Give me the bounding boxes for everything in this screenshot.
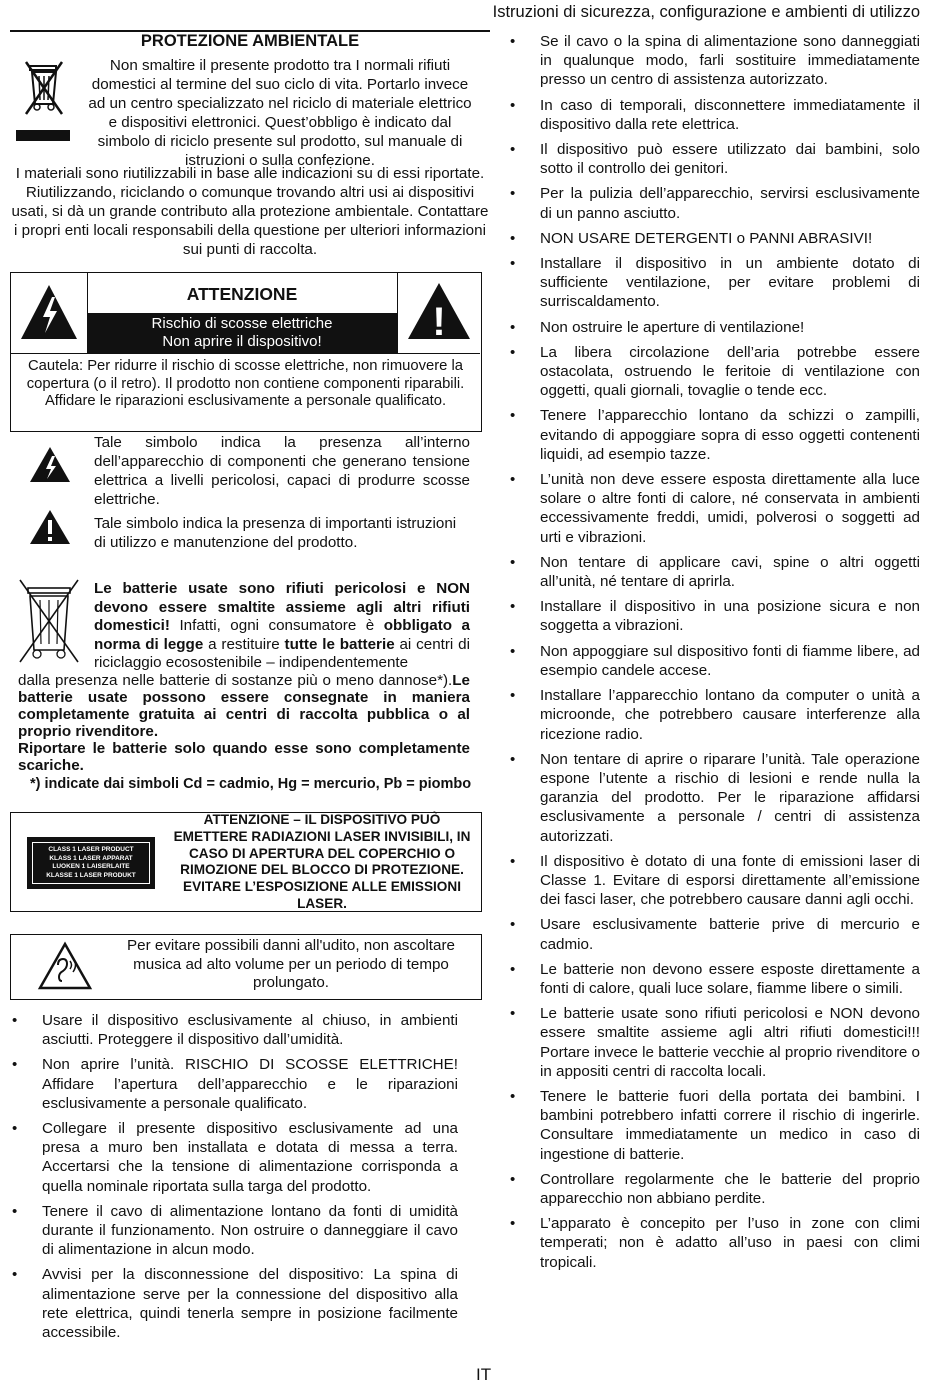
exclamation-symbol-text: Tale simbolo indica la presenza di importanti istruzioni di utilizzo e manutenzione del prodotto. [94,515,457,551]
list-item: • Usare il dispositivo esclusivamente al chiuso, in ambienti asciutti. Proteggere il dispositivo dall’umidità. [10,1011,458,1049]
laser-box [10,812,482,912]
environment-paragraph: I materiali sono riutilizzabili in base alle indicazioni su di essi riportate. Riutilizzando, riciclando o comunque trovando altri usi ai dispositivi usati, si dà un grande contributo alla protezione ambientale. Contattare i propri enti locali responsabili della questione per ulteriori informazioni sui punti di raccolta. [11,165,489,258]
battery-bin-icon [14,576,84,666]
list-item: • Installare il dispositivo in un ambiente dotato di sufficiente ventilazione, per evitare problemi di surriscaldamento. [508,254,920,312]
environment-text: Non smaltire il presente prodotto tra I normali rifiuti domestici al termine del suo ciclo di vita. Portarlo invece ad un centro specializzato nel riciclo di materiale elettrico e dispositivi elettronici. Quest’obbligo è indicato dal simbolo di riciclo presente sul prodotto, sul manuale di istruzioni o sulla confezione. [88,57,472,169]
list-item: • La libera circolazione dell’aria potrebbe essere ostacolata, ostruendo le feritoie di ventilazione con oggetti, quali giornali, tovaglie o tende ecc. [508,343,920,401]
list-item: • Le batterie non devono essere esposte direttamente a fonti di calore, quali luce solare, fiamme libere o simili. [508,960,920,998]
caution-text: Cautela: Per ridurre il rischio di scosse elettriche, non rimuovere la copertura (o il retro). Il prodotto non contiene componenti riparabili. Affidare le riparazioni esclusivamente a personale qualificato. [26,358,465,409]
list-item: • Non aprire l’unità. RISCHIO DI SCOSSE ELETTRICHE! Affidare l’apertura dell’apparecchio e le riparazioni esclusivamente a personale qualificato. [10,1055,458,1113]
right-bullet-list [508,32,920,1278]
caution-center [87,273,397,353]
caution-divider [11,353,480,354]
list-item: • In caso di temporali, disconnettere immediatamente il dispositivo dalla rete elettrica. [508,96,920,134]
caution-lightning-cell [11,273,88,353]
list-item: • L’unità non deve essere esposta direttamente alla luce solare o altre fonti di calore, né conservata in ambienti eccessivamente freddi, umidi, polverosi o soggetti ad urti e vibrazioni. [508,470,920,547]
left-bullet-list [10,1011,458,1348]
list-item: • Per la pulizia dell’apparecchio, servirsi esclusivamente di un panno asciutto. [508,184,920,222]
list-item: • Non ostruire le aperture di ventilazione! [508,318,920,337]
list-item: • Le batterie usate sono rifiuti pericolosi e NON devono essere smaltite assieme agli altri rifiuti domestici!!! Portare invece le batterie vecchie al proprio rivenditore o in appositi centri di raccolta locali. [508,1004,920,1081]
exclamation-triangle-icon [398,273,481,353]
caution-title: ATTENZIONE [186,284,298,304]
list-item: • Tenere il cavo di alimentazione lontano da fonti di umidità durante il funzionamento. Non ostruire o danneggiare il cavo di alimentazione in alcun modo. [10,1202,458,1260]
laser-label: CLASS 1 LASER PRODUCT KLASS 1 LASER APPARAT LUOKEN 1 LAISERLAITE KLASSE 1 LASER PRODUKT [27,837,155,889]
battery-warning-text: Le batterie usate sono rifiuti pericolosi e NON devono essere smaltite assieme agli altri rifiuti domestici! Infatti, ogni consumatore è obbligato a norma di legge a restituire tutte le batterie ai centri di riciclaggio ecosostenibile – indipendentemente [94,580,471,671]
caution-banner: Rischio di scosse elettriche Non aprire il dispositivo! [87,313,397,353]
list-item: • Installare il dispositivo in una posizione sicura e non soggetta a vibrazioni. [508,597,920,635]
environment-title: PROTEZIONE AMBIENTALE [140,32,360,50]
list-item: • Se il cavo o la spina di alimentazione sono danneggiati in qualunque modo, farli sostituire immediatamente presso un centro di assistenza autorizzato. [508,32,920,90]
battery-warning-continued: dalla presenza nelle batterie di sostanze più o meno dannose*).Le batterie usate possono essere consegnate in maniera completamente gratuita ai centri di raccolta pubblica o al proprio rivenditore. Riportare le batterie solo quando esse sono completamente scariche. [18,672,470,774]
list-item: • Non tentare di applicare cavi, spine o altri oggetti all’unità, né tentare di aprirla. [508,553,920,591]
hearing-warning-icon [37,941,93,991]
weee-bin-icon [22,58,66,120]
list-item: • Installare l’apparecchio lontano da computer o unità a microonde, che potrebbero causare interferenze alla ricezione radio. [508,686,920,744]
exclamation-glyph: ! [432,300,446,344]
page-language-label: IT [476,1365,492,1384]
list-item: • Usare esclusivamente batterie prive di mercurio e cadmio. [508,915,920,953]
list-item: • Tenere l’apparecchio lontano da schizzi o zampilli, evitando di appoggiare sopra di esso oggetti contenenti liquidi, ad esempio tazze. [508,406,920,464]
caution-exclamation-cell [397,273,481,353]
lightning-triangle-icon [11,273,87,353]
caution-box [10,272,482,432]
weee-bar [16,130,70,141]
list-item: • Non appoggiare sul dispositivo fonti di fiamme libere, ad esempio candele accese. [508,642,920,680]
list-item: • Controllare regolarmente che le batterie del proprio apparecchio non abbiano perdite. [508,1170,920,1208]
battery-footnote: *) indicate dai simboli Cd = cadmio, Hg = mercurio, Pb = piombo [30,776,472,792]
page-header: Istruzioni di sicurezza, configurazione e ambienti di utilizzo [492,3,920,21]
hearing-text: Per evitare possibili danni all'udito, non ascoltare musica ad alto volume per un periodo di tempo prolungato. [127,937,455,991]
list-item: • Avvisi per la disconnessione del dispositivo: La spina di alimentazione serve per la connessione del dispositivo alla rete elettrica, quindi tenerla sempre in posizione facilmente accessibile. [10,1265,458,1342]
list-item: • Tenere le batterie fuori della portata dei bambini. I bambini potrebbero infatti correre il rischio di ingerirle. Consultare immediatamente un medico in caso di ingestione di batterie. [508,1087,920,1164]
laser-warning: ATTENZIONE – IL DISPOSITIVO PUÒ EMETTERE RADIAZIONI LASER INVISIBILI, IN CASO DI APERTURA DEL COPERCHIO O RIMOZIONE DEL BLOCCO DI PROTEZIONE. EVITARE L’ESPOSIZIONE ALLE EMISSIONI LASER. [173,812,471,911]
list-item: • Collegare il presente dispositivo esclusivamente ad una presa a muro ben installata e dotata di messa a terra. Accertarsi che la tensione di alimentazione corrisponda a quella nominale riportata sulla targa del prodotto. [10,1119,458,1196]
list-item: • Il dispositivo può essere utilizzato dai bambini, solo sotto il controllo dei genitori. [508,140,920,178]
lightning-symbol-icon [28,444,72,484]
list-item: • Il dispositivo è dotato di una fonte di emissioni laser di Classe 1. Evitare di esporsi direttamente all’emissione dei fasci laser, che potrebbero causare danni agli occhi. [508,852,920,910]
hearing-box [10,934,482,1000]
list-item: • Non tentare di aprire o riparare l’unità. Tale operazione espone l’utente a rischio di lesioni e rende nulla la garanzia del prodotto. Per le riparazione affidarsi esclusivamente a personale / centri di assistenza autorizzati. [508,750,920,846]
list-item: • NON USARE DETERGENTI o PANNI ABRASIVI! [508,229,920,248]
exclamation-symbol-icon [28,508,72,546]
list-item: • L’apparato è concepito per l’uso in zone con climi temperati; non è adatto all’uso in paesi con climi tropicali. [508,1214,920,1272]
lightning-symbol-text: Tale simbolo indica la presenza all’interno dell’apparecchio di componenti che generano tensione elettrica a livelli pericolosi, capaci di produrre scosse elettriche. [94,434,470,508]
